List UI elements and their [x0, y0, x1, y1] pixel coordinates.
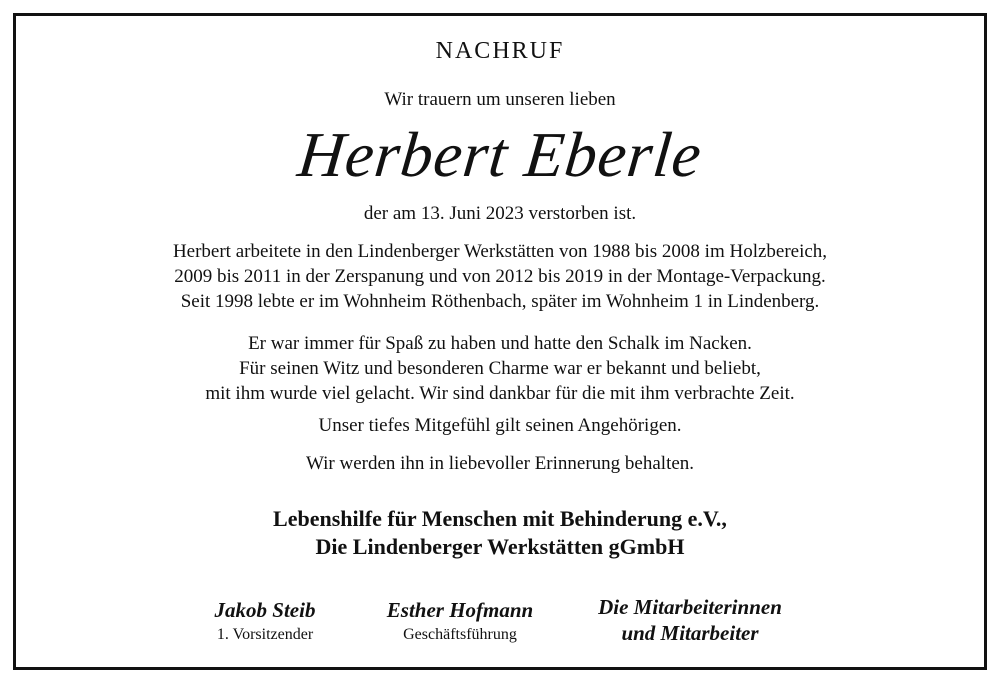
organization-block: [0, 505, 1000, 561]
text-line: mit ihm wurde viel gelacht. Wir sind dankbar für die mit ihm verbrachte Zeit.: [205, 383, 795, 404]
signatory-role: 1. Vorsitzender: [216, 626, 314, 643]
signatory-management: [370, 597, 550, 647]
text-line: Wir werden ihn in liebevoller Erinnerung behalten.: [305, 453, 695, 474]
text-line: Für seinen Witz und besonderen Charme war er bekannt und beliebt,: [239, 358, 761, 379]
text-line: Seit 1998 lebte er im Wohnheim Röthenbach, später im Wohnheim 1 in Lindenberg.: [180, 291, 820, 312]
organization-line: Die Lindenberger Werkstätten gGmbH: [315, 534, 685, 559]
text-line: Unser tiefes Mitgefühl gilt seinen Angehörigen.: [318, 415, 682, 436]
intro-text: Wir trauern um unseren lieben: [384, 89, 616, 110]
signatory-staff: [565, 594, 815, 646]
biography-paragraph: [0, 239, 1000, 314]
signatory-name-line: und Mitarbeiter: [621, 621, 759, 645]
text-line: Herbert arbeitete in den Lindenberger Werkstätten von 1988 bis 2008 im Holzbereich,: [172, 241, 828, 262]
text-line: Er war immer für Spaß zu haben und hatte den Schalk im Nacken.: [248, 333, 752, 354]
signatory-name: Esther Hofmann: [386, 598, 534, 622]
remembrance-paragraph: [0, 451, 1000, 476]
text-line: 2009 bis 2011 in der Zerspanung und von 2012 bis 2019 in der Montage-Verpackung.: [174, 266, 826, 287]
organization-line: Lebenshilfe für Menschen mit Behinderung e.V.,: [273, 506, 727, 531]
signatory-role: Geschäftsführung: [403, 626, 517, 643]
deceased-name: Herbert Eberle: [294, 119, 706, 190]
signatory-name-line: Die Mitarbeiterinnen: [598, 595, 782, 619]
character-paragraph: [0, 331, 1000, 406]
notice-title: NACHRUF: [435, 38, 565, 64]
signatory-name: Jakob Steib: [214, 598, 316, 622]
signatory-chairman: [175, 597, 355, 647]
date-of-death: der am 13. Juni 2023 verstorben ist.: [363, 203, 637, 224]
condolence-paragraph: [0, 413, 1000, 438]
